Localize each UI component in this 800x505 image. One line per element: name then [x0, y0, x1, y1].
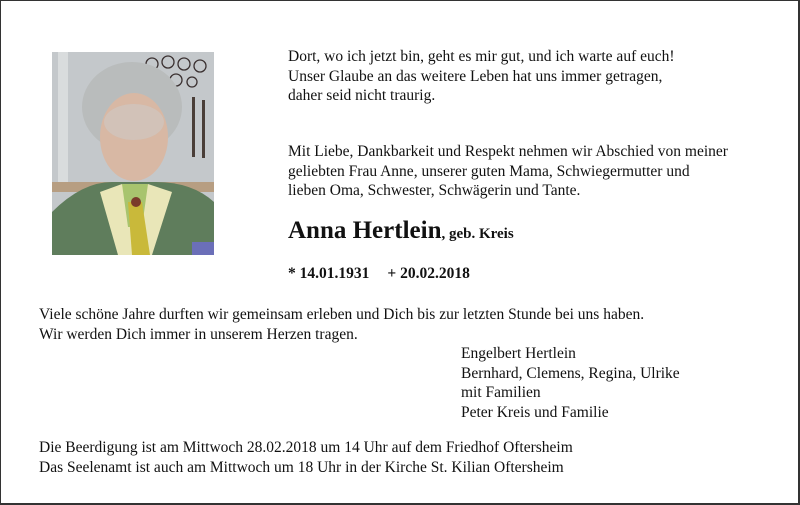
mourner-line: Engelbert Hertlein	[461, 345, 576, 362]
memory-line: Wir werden Dich immer in unserem Herzen tragen.	[39, 325, 358, 343]
intro-line: geliebten Frau Anne, unserer guten Mama, Schwiegermutter und	[288, 162, 690, 180]
verse-line: Unser Glaube an das weitere Leben hat uns immer getragen,	[288, 67, 663, 85]
mourner-line: Peter Kreis und Familie	[461, 403, 609, 421]
deceased-name-line	[288, 217, 514, 245]
mourners-list	[461, 344, 680, 422]
verse-line: daher seid nicht traurig.	[288, 87, 436, 104]
memory-text	[39, 305, 644, 344]
funeral-line: Die Beerdigung ist am Mittwoch 28.02.2018 um 14 Uhr auf dem Friedhof Oftersheim	[39, 439, 573, 456]
intro-line: lieben Oma, Schwester, Schwägerin und Tante.	[288, 182, 581, 199]
mourner-line: Bernhard, Clemens, Regina, Ulrike	[461, 364, 680, 382]
death-date: + 20.02.2018	[387, 265, 470, 282]
funeral-line: Das Seelenamt ist auch am Mittwoch um 18 Uhr in der Kirche St. Kilian Oftersheim	[39, 458, 564, 476]
intro-line: Mit Liebe, Dankbarkeit und Respekt nehmen wir Abschied von meiner	[288, 143, 728, 160]
portrait-photo	[52, 52, 214, 255]
life-dates	[288, 265, 470, 283]
maiden-name: , geb. Kreis	[441, 226, 514, 242]
portrait-image	[52, 52, 214, 255]
mourner-line: mit Familien	[461, 384, 541, 401]
verse-line: Dort, wo ich jetzt bin, geht es mir gut, und ich warte auf euch!	[288, 48, 675, 65]
funeral-details	[39, 438, 573, 477]
verse-block	[288, 47, 675, 106]
memory-line: Viele schöne Jahre durften wir gemeinsam erleben und Dich bis zur letzten Stunde bei uns haben.	[39, 306, 645, 323]
birth-date: * 14.01.1931	[288, 265, 370, 282]
deceased-name: Anna Hertlein	[288, 217, 442, 244]
farewell-intro	[288, 142, 728, 201]
